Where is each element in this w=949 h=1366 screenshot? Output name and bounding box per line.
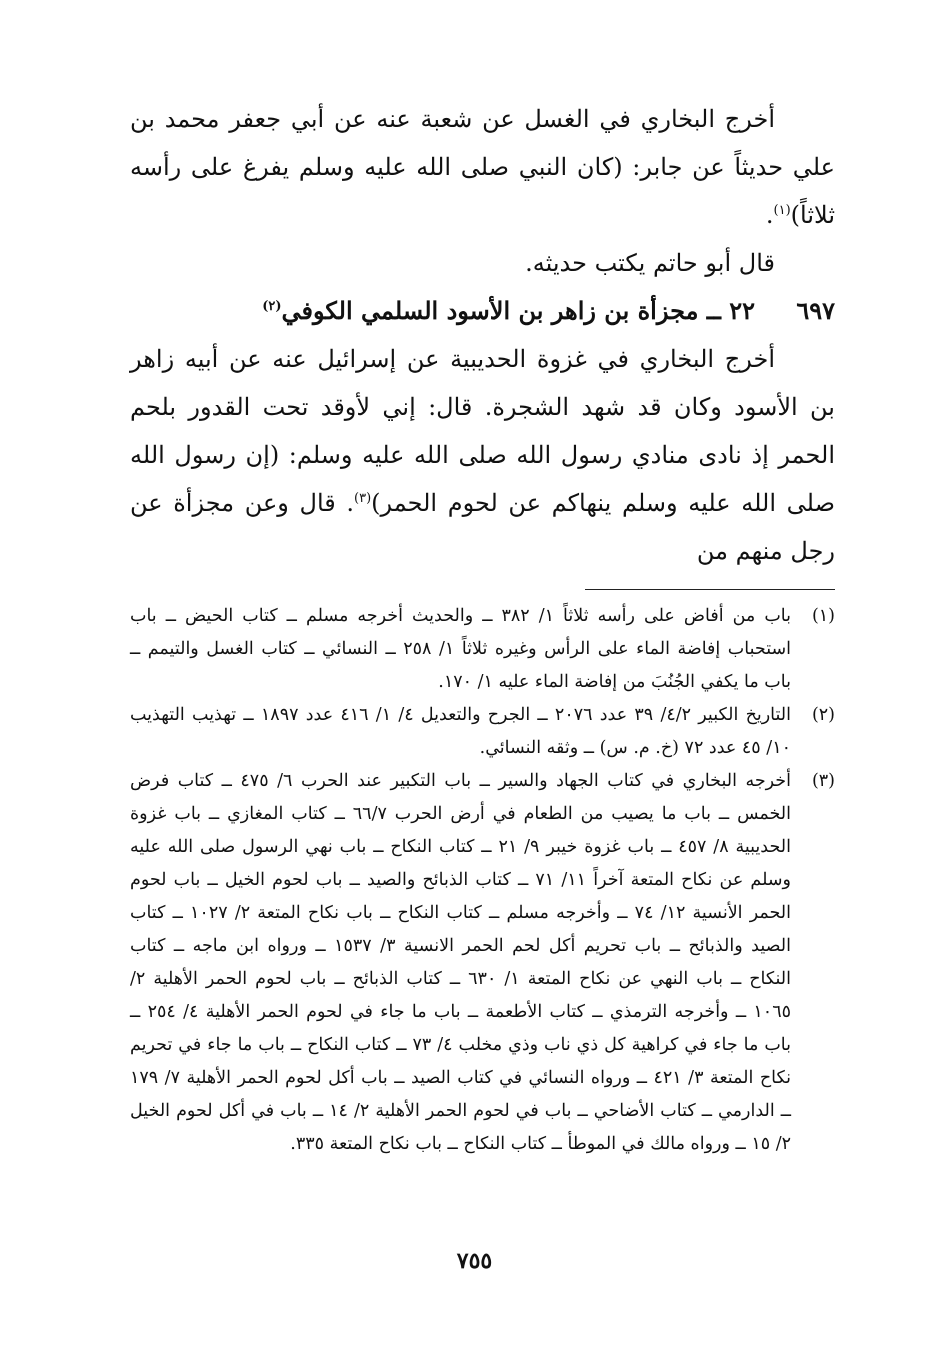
footnote-2 bbox=[130, 699, 835, 765]
entry-title bbox=[130, 287, 765, 335]
body-paragraph-2 bbox=[130, 239, 835, 287]
narrator-entry bbox=[130, 287, 835, 335]
footnotes bbox=[130, 600, 835, 1161]
footnote-label: (٣) bbox=[811, 771, 835, 791]
body-paragraph-3 bbox=[130, 335, 835, 575]
paragraph-text: أخرج البخاري في غزوة الحديبية عن إسرائيل عنه عن أبيه زاهر بن الأسود وكان قد شهد الشجرة. قال: إني لأوقد تحت القدور بلحم الحمر إذ نادى منادي رسول الله صلى الله عليه وسلم: (إن رسول الله صلى الله عليه وسلم ينهاكم عن لحوم الحمر) bbox=[130, 345, 835, 517]
footnote-3 bbox=[130, 765, 835, 1161]
paragraph-end: . قال وعن مجزأة عن رجل منهم من bbox=[130, 489, 835, 565]
page-number: ٧٥٥ bbox=[456, 1248, 493, 1274]
entry-title-text: ٢٢ ــ مجزأة بن زاهر بن الأسود السلمي الكوفي bbox=[281, 296, 755, 325]
paragraph-text: أخرج البخاري في الغسل عن شعبة عنه عن أبي جعفر محمد بن علي حديثاً عن جابر: (كان النبي صلى الله عليه وسلم يفرغ على رأسه ثلاثاً) bbox=[130, 105, 835, 229]
paragraph-end: . bbox=[765, 201, 774, 229]
page-content bbox=[130, 95, 835, 1161]
footnote-label: (١) bbox=[811, 606, 835, 626]
body-paragraph-1 bbox=[130, 95, 835, 239]
paragraph-text: قال أبو حاتم يكتب حديثه. bbox=[525, 249, 775, 277]
footnote-divider bbox=[585, 589, 835, 590]
footnote-text: التاريخ الكبير ٤/٢/ ٣٩ عدد ٢٠٧٦ ــ الجرح والتعديل ٤/ ١/ ٤١٦ عدد ١٨٩٧ ــ تهذيب التهذيب ١٠/ ٤٥ عدد ٧٢ (خ. م. س) ــ وثقه النسائي. bbox=[130, 705, 791, 758]
footnote-ref-1[interactable]: (١) bbox=[773, 203, 791, 218]
footnote-label: (٢) bbox=[811, 705, 835, 725]
footnote-ref-3[interactable]: (٣) bbox=[354, 491, 372, 506]
footnote-text: باب من أفاض على رأسه ثلاثاً ١/ ٣٨٢ ــ والحديث أخرجه مسلم ــ كتاب الحيض ــ باب استحباب إفاضة الماء على الرأس وغيره ثلاثاً ١/ ٢٥٨ ــ النسائي ــ كتاب الغسل والتيمم ــ باب ما يكفي الجُنُبَ من إفاضة الماء عليه ١/ ١٧٠. bbox=[130, 606, 791, 692]
footnote-text: أخرجه البخاري في كتاب الجهاد والسير ــ باب التكبير عند الحرب ٦/ ٤٧٥ ــ كتاب فرض الخمس ــ باب ما يصيب من الطعام في أرض الحرب ٦٦/٧ ــ كتاب المغازي ــ باب غزوة الحديبية ٨/ ٤٥٧ ــ باب غزوة خيبر ٩/ ٢١ ــ كتاب النكاح ــ باب نهي الرسول صلى الله عليه وسلم عن نكاح المتعة آخراً ١١/ ٧١ ــ كتاب الذبائح والصيد ــ باب لحوم الخيل ــ باب لحوم الحمر الأنسية ١٢/ ٧٤ ــ وأخرجه مسلم ــ كتاب النكاح ــ باب نكاح المتعة ٢/ ١٠٢٧ ــ كتاب الصيد والذبائح ــ باب تحريم أكل لحم الحمر الانسية ٣/ ١٥٣٧ ــ ورواه ابن ماجه ــ كتاب النكاح ــ باب النهي عن نكاح المتعة ١/ ٦٣٠ ــ كتاب الذبائح ــ باب لحوم الحمر الأهلية ٢/ ١٠٦٥ ــ وأخرجه الترمذي ــ كتاب الأطعمة ــ باب ما جاء في لحوم الحمر الأهلية ٤/ ٢٥٤ ــ باب ما جاء في كراهية كل ذي ناب وذي مخلب ٤/ ٧٣ ــ كتاب النكاح ــ باب ما جاء في تحريم نكاح المتعة ٣/ ٤٢١ ــ ورواه النسائي في كتاب الصيد ــ باب أكل لحوم الحمر الأهلية ٧/ ١٧٩ ــ الدارمي ــ كتاب الأضاحي ــ باب في لحوم الحمر الأهلية ٢/ ١٤ ــ باب في أكل لحوم الخيل ٢/ ١٥ ــ ورواه مالك في الموطأ ــ كتاب النكاح ــ باب نكاح المتعة ٣٣٥. bbox=[130, 771, 792, 1154]
footnote-ref-2[interactable]: (٢) bbox=[262, 299, 282, 314]
entry-number: ٦٩٧ bbox=[796, 296, 835, 325]
footnote-1 bbox=[130, 600, 835, 699]
